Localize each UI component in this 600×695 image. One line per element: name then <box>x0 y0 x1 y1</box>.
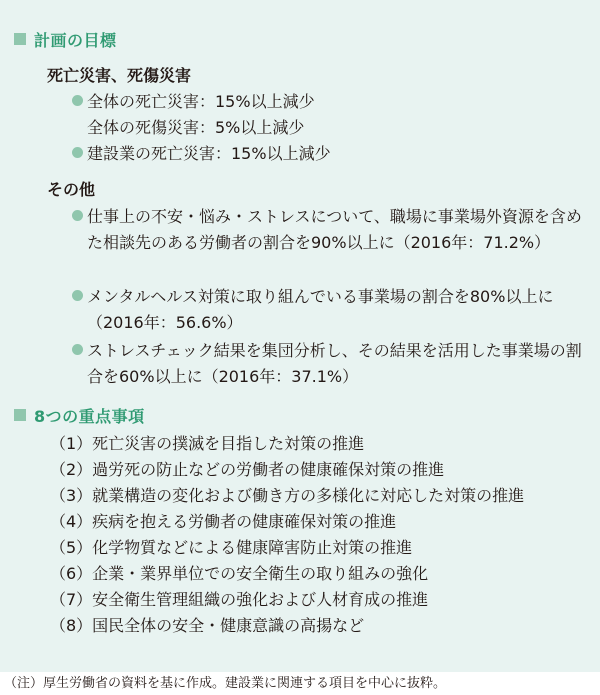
subheading-disasters: 死亡災害、死傷災害 <box>47 66 192 85</box>
section-header-plan-goals <box>14 28 117 50</box>
square-bullet-icon <box>14 409 26 421</box>
circle-bullet-icon <box>72 95 83 106</box>
subheading-others: その他 <box>47 180 96 199</box>
list-item: ストレスチェック結果を集団分析し、その結果を活用した事業場の割合を60%以上に（2016年：37.1%） <box>72 338 592 390</box>
list-item: メンタルヘルス対策に取り組んでいる事業場の割合を80%以上に（2016年：56.6%） <box>72 284 592 336</box>
list-item: 全体の死傷災害：5%以上減少 <box>87 118 305 137</box>
section-title: 計画の目標 <box>34 30 117 50</box>
priority-item: （8）国民全体の安全・健康意識の高揚など <box>50 616 365 635</box>
list-item: 建設業の死亡災害：15%以上減少 <box>72 141 592 167</box>
priority-item: （6）企業・業界単位での安全衛生の取り組みの強化 <box>50 564 429 583</box>
priority-item: （4）疾病を抱える労働者の健康確保対策の推進 <box>50 512 397 531</box>
circle-bullet-icon <box>72 210 83 221</box>
circle-bullet-icon <box>72 290 83 301</box>
priority-item: （7）安全衛生管理組織の強化および人材育成の推進 <box>50 590 429 609</box>
priority-item: （2）過労死の防止などの労働者の健康確保対策の推進 <box>50 460 445 479</box>
section-header-priorities <box>14 404 145 426</box>
section-title: 8つの重点事項 <box>34 406 145 426</box>
footnote: （注）厚生労働省の資料を基に作成。建設業に関連する項目を中心に抜粋。 <box>4 676 447 691</box>
priority-item: （3）就業構造の変化および働き方の多様化に対応した対策の推進 <box>50 486 525 505</box>
priority-item: （1）死亡災害の撲滅を目指した対策の推進 <box>50 434 365 453</box>
circle-bullet-icon <box>72 147 83 158</box>
priority-list <box>50 431 524 639</box>
square-bullet-icon <box>14 33 26 45</box>
priority-item: （5）化学物質などによる健康障害防止対策の推進 <box>50 538 413 557</box>
list-item: 全体の死亡災害：15%以上減少 <box>72 89 592 115</box>
list-item: 仕事上の不安・悩み・ストレスについて、職場に事業場外資源を含めた相談先のある労働者の割合を90%以上に（2016年：71.2%） <box>72 204 592 256</box>
circle-bullet-icon <box>72 344 83 355</box>
